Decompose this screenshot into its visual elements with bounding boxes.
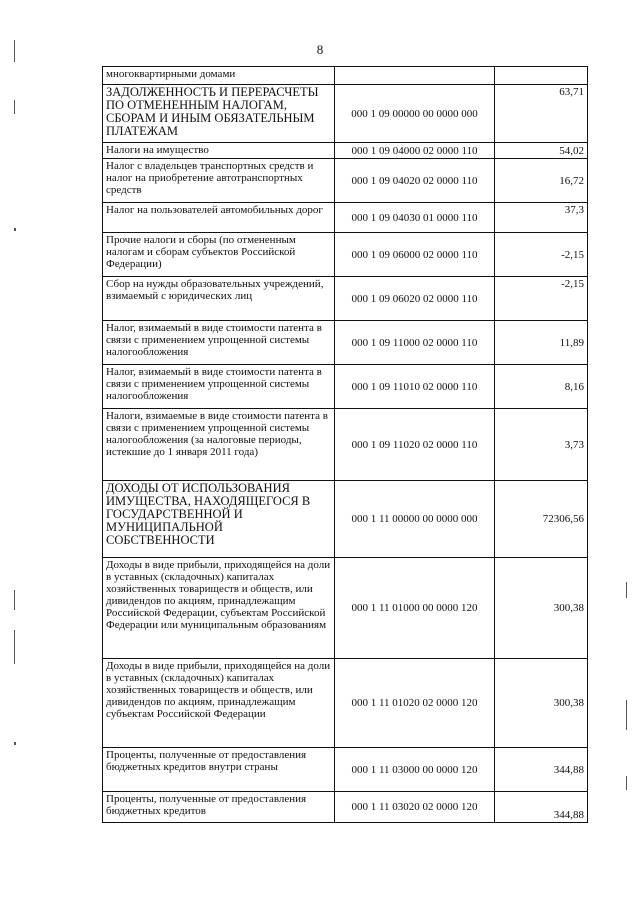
table-row <box>103 159 588 203</box>
row-amount: 11,89 <box>495 321 588 365</box>
table-row <box>103 67 588 85</box>
row-name: Налог, взимаемый в виде стоимости патента в связи с применением упрощенной системы налогообложения <box>103 321 335 365</box>
row-name: Налог на пользователей автомобильных дорог <box>103 203 335 233</box>
table-row <box>103 558 588 659</box>
row-name: ДОХОДЫ ОТ ИСПОЛЬЗОВАНИЯ ИМУЩЕСТВА, НАХОДЯЩЕГОСЯ В ГОСУДАРСТВЕННОЙ И МУНИЦИПАЛЬНОЙ СОБСТВЕННОСТИ <box>103 481 335 558</box>
row-code: 000 1 09 00000 00 0000 000 <box>335 85 495 143</box>
table-row <box>103 233 588 277</box>
row-name: ЗАДОЛЖЕННОСТЬ И ПЕРЕРАСЧЕТЫ ПО ОТМЕНЕННЫМ НАЛОГАМ, СБОРАМ И ИНЫМ ОБЯЗАТЕЛЬНЫМ ПЛАТЕЖАМ <box>103 85 335 143</box>
row-name: Налог, взимаемый в виде стоимости патента в связи с применением упрощенной системы налогообложения <box>103 365 335 409</box>
row-name: Доходы в виде прибыли, приходящейся на доли в уставных (складочных) капиталах хозяйственных товариществ и обществ, или дивидендов по акциям, принадлежащим субъектам Российской Федерации <box>103 659 335 748</box>
row-code: 000 1 09 11000 02 0000 110 <box>335 321 495 365</box>
row-amount: 300,38 <box>495 558 588 659</box>
scan-mark-left <box>14 742 16 745</box>
table-row <box>103 659 588 748</box>
row-code <box>335 67 495 85</box>
row-name: Сбор на нужды образовательных учреждений, взимаемый с юридических лиц <box>103 277 335 321</box>
row-code: 000 1 09 06000 02 0000 110 <box>335 233 495 277</box>
row-name: Налоги, взимаемые в виде стоимости патента в связи с применением упрощенной системы налогообложения (за налоговые периоды, истекшие до 1 января 2011 года) <box>103 409 335 481</box>
table-row <box>103 277 588 321</box>
row-amount: -2,15 <box>495 233 588 277</box>
table-row <box>103 792 588 823</box>
row-code: 000 1 09 04000 02 0000 110 <box>335 143 495 159</box>
row-code: 000 1 09 06020 02 0000 110 <box>335 277 495 321</box>
row-code: 000 1 11 00000 00 0000 000 <box>335 481 495 558</box>
table-row <box>103 85 588 143</box>
table-row <box>103 409 588 481</box>
row-code: 000 1 09 11020 02 0000 110 <box>335 409 495 481</box>
row-amount: 72306,56 <box>495 481 588 558</box>
scan-mark-right <box>626 582 627 598</box>
row-amount: 8,16 <box>495 365 588 409</box>
row-code: 000 1 11 03020 02 0000 120 <box>335 792 495 823</box>
row-code: 000 1 11 01020 02 0000 120 <box>335 659 495 748</box>
table-row <box>103 203 588 233</box>
scan-mark-right <box>626 700 627 730</box>
row-code: 000 1 09 04020 02 0000 110 <box>335 159 495 203</box>
scan-mark-left <box>14 40 15 62</box>
row-code: 000 1 11 01000 00 0000 120 <box>335 558 495 659</box>
table-row <box>103 321 588 365</box>
page-number: 8 <box>316 42 324 57</box>
table-row <box>103 481 588 558</box>
row-code: 000 1 11 03000 00 0000 120 <box>335 748 495 792</box>
row-amount: 37,3 <box>495 203 588 233</box>
table-row <box>103 748 588 792</box>
row-name: Налог с владельцев транспортных средств и налог на приобретение автотранспортных средств <box>103 159 335 203</box>
row-amount: 344,88 <box>495 792 588 823</box>
row-amount <box>495 67 588 85</box>
row-name: Проценты, полученные от предоставления бюджетных кредитов внутри страны <box>103 748 335 792</box>
row-name: многоквартирными домами <box>103 67 335 85</box>
scan-mark-left <box>14 590 15 610</box>
row-name: Прочие налоги и сборы (по отмененным налогам и сборам субъектов Российской Федерации) <box>103 233 335 277</box>
row-amount: 344,88 <box>495 748 588 792</box>
budget-table <box>102 66 588 823</box>
row-amount: 63,71 <box>495 85 588 143</box>
scan-mark-left <box>14 630 15 664</box>
row-code: 000 1 09 11010 02 0000 110 <box>335 365 495 409</box>
row-amount: 54,02 <box>495 143 588 159</box>
scan-mark-left <box>14 228 16 231</box>
scan-mark-left <box>14 100 15 114</box>
row-name: Налоги на имущество <box>103 143 335 159</box>
row-amount: -2,15 <box>495 277 588 321</box>
row-name: Доходы в виде прибыли, приходящейся на доли в уставных (складочных) капиталах хозяйственных товариществ и обществ, или дивидендов по акциям, принадлежащим Российской Федерации, субъектам Российской Федерации или муниципальным образованиям <box>103 558 335 659</box>
scan-mark-right <box>626 776 627 790</box>
table-row <box>103 365 588 409</box>
table-row <box>103 143 588 159</box>
row-amount: 3,73 <box>495 409 588 481</box>
row-name: Проценты, полученные от предоставления бюджетных кредитов <box>103 792 335 823</box>
row-code: 000 1 09 04030 01 0000 110 <box>335 203 495 233</box>
row-amount: 16,72 <box>495 159 588 203</box>
row-amount: 300,38 <box>495 659 588 748</box>
